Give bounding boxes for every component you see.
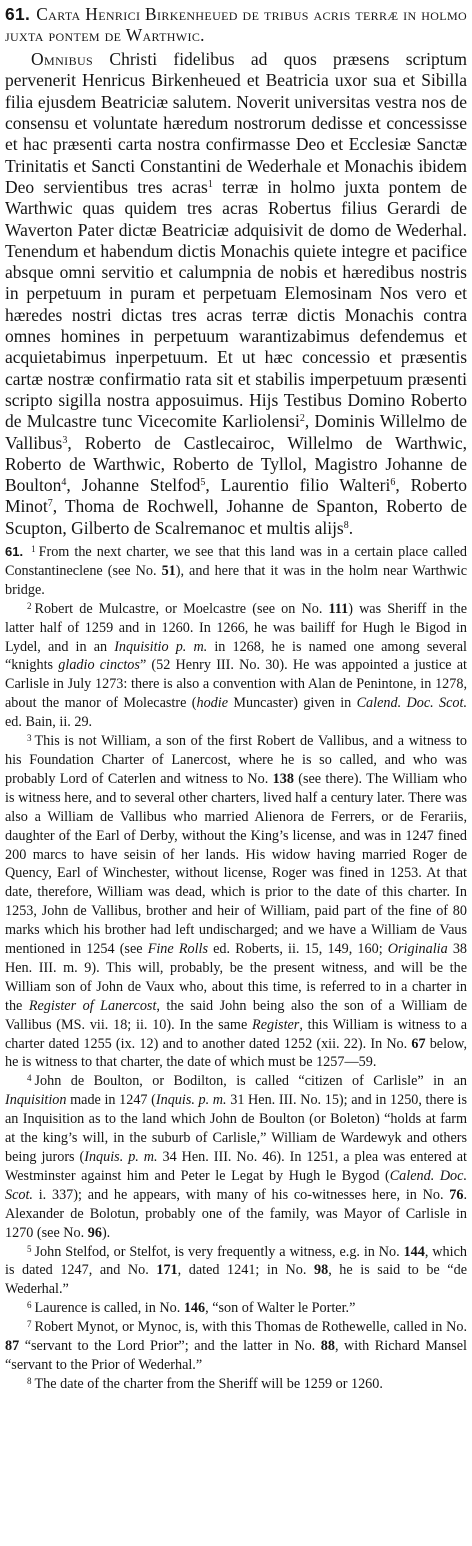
footnote-text: Robert de Mulcastre, or Moelcastre (see on No. [34, 600, 329, 617]
charter-cross-reference[interactable]: 67 [411, 1035, 426, 1052]
italic-citation: Originalia [387, 941, 448, 958]
footnote-text: . Alexander de Bolotun, probably one of the family, was Mayor of Carlisle in 1270 (see No. [5, 1186, 467, 1241]
footnote-number: 4 [27, 1073, 32, 1084]
charter-cross-reference[interactable]: 144 [403, 1243, 425, 1260]
charter-cross-reference[interactable]: 51 [161, 562, 176, 579]
footnote-text: ). [101, 1224, 111, 1241]
footnote-text: , the said John being also the son of a William de Vallibus (MS. vii. 18; ii. 10). In the same [5, 997, 468, 1033]
italic-citation: Register of Lanercost [28, 997, 157, 1014]
charter-segment: , Roberto de Castlecairoc, Willelmo de Warthwic, Roberto de Warthwic, Roberto de Tyllol, Magistro Johanne de Boulton [5, 432, 467, 496]
italic-citation: Inquisitio p. m. [114, 638, 208, 655]
charter-cross-reference[interactable]: 171 [156, 1262, 178, 1279]
footnote-text: Laurence is called, in No. [34, 1300, 184, 1317]
footnote-text: ed. Roberts, ii. 15, 149, 160; [208, 941, 388, 958]
footnote-text: , with Richard Mansel “servant to the Prior of Wederhal.” [5, 1338, 467, 1373]
italic-citation: Inquisition [5, 1092, 67, 1109]
charter-segment: terræ in holmo juxta pontem de Warthwic quas quidem tres acras Robertus filius Gerardi de Waverton Pater dictæ Beatriciæ adquisivit de domo de Wederhal. Tenendum et habendum dictis Monachis quiete integre et pacifice absque omni servitio et calumpnia de nobis et hæredibus nostris in perpetuum in puram et perpetuam Elemosinam Nos vero et hæredes nostri dictas tres acras terræ dictis Monachis contra omnes homines in perpetuum warantizabimus defendemus et acquietabimus inperpetuum. Et ut hæc concessio et præsentis cartæ nostræ confirmatio rata sit et stabilis imperpetuum præsenti scripto sigilla nostra apposuimus. Hijs Testibus Domino Roberto de Mulcastre tunc Vicecomite Karliolensi [5, 176, 467, 432]
charter-segment: , Johanne Stelfod [66, 475, 201, 496]
charter-cross-reference[interactable]: 146 [183, 1300, 206, 1317]
footnote-text: The date of the charter from the Sheriff will be 1259 or 1260. [34, 1375, 383, 1392]
charter-cross-reference[interactable]: 138 [272, 770, 294, 787]
footnote-text: , which is dated 1247, and No. [5, 1243, 467, 1279]
footnote [5, 1299, 467, 1318]
footnote [5, 1243, 467, 1300]
italic-citation: Register [252, 1016, 300, 1033]
footnote-text: , he is said to be “de Wederhal.” [5, 1262, 467, 1298]
footnote-text: 31 Hen. III. No. 15); and in 1250, there is an Inquisition as to the land which John de Boulton (or Boleton) “holds at farm at the king’s will, in the suburb of Carlisle,” William de Wardewyk and others being jurors ( [5, 1092, 468, 1166]
italic-citation: Calend. Doc. Scot. [356, 695, 467, 712]
charter-cross-reference[interactable]: 87 [5, 1338, 20, 1355]
footnote-text: 34 Hen. III. No. 46). In 1251, a plea was entered at Westminster against him and Peter le Legat by Hugh le Bygod ( [5, 1149, 467, 1184]
charter-number: 61. [5, 4, 31, 24]
footnote-number: 6 [27, 1300, 32, 1311]
footnote-text: From the next charter, we see that this land was in a certain place called Constantineclene (see No. [5, 544, 467, 579]
charter-segment: Christi fidelibus ad quos præsens scriptum pervenerit Henricus Birkenheued et Beatricia uxor sua et Sibilla filia ejusdem Beatriciæ salutem. Noverit universitas vestra nos de consensu et voluntate hæredum nostrorum dedisse et concessisse et hac præsenti carta nostra confirmasse Deo et Ecclesiæ Sanctæ Trinitatis et Sancti Constantini de Wederhale et Monachis ibidem Deo servientibus tres acras [5, 49, 467, 197]
charter-segment: , Thoma de Rochwell, Johanne de Spanton, Roberto de Scupton, Gilberto de Scalremanoc et multis alijs [5, 496, 467, 538]
footnote-text: , dated 1241; in No. [177, 1262, 314, 1279]
footnote-text: John Stelfod, or Stelfot, is very frequently a witness, e.g. in No. [34, 1243, 404, 1260]
footnote-text: made in 1247 ( [66, 1092, 156, 1109]
italic-citation: Inquis. p. m. [155, 1092, 227, 1109]
footnote-text: This is not William, a son of the first Robert de Vallibus, and a witness to his Foundation Charter of Lanercost, where he is so called, and who was probably Lord of Caterlen and witness to No. [5, 733, 467, 787]
footnote-text: i. 337); and he appears, with many of his co-witnesses here, in No. [32, 1186, 450, 1203]
footnote-marker[interactable]: 2 [299, 413, 305, 425]
charter-text [5, 49, 467, 539]
footnote [5, 732, 467, 1072]
footnote-text: 38 Hen. III. m. 9). This will, probably, be the present witness, and will be the William son of John de Vaux who, about this time, is referred to in a charter in the [5, 941, 468, 1014]
footnote-marker[interactable]: 7 [47, 498, 53, 510]
footnote-number: 7 [27, 1319, 32, 1330]
footnote-text: below, he is witness to that charter, the date of which must be 1257—59. [5, 1035, 467, 1071]
footnote-marker[interactable]: 3 [62, 434, 68, 446]
charter-segment: , Dominis Willelmo de Vallibus [5, 411, 467, 453]
italic-citation: hodie [196, 695, 228, 712]
footnote-number: 1 [31, 544, 36, 555]
footnote-text: “servant to the Lord Prior”; and the latter in No. [19, 1338, 321, 1355]
italic-citation: Calend. Doc. Scot. [5, 1167, 467, 1203]
footnotes [5, 543, 467, 1394]
charter-cross-reference[interactable]: 76 [449, 1186, 464, 1203]
charter-title: Carta Henrici Birkenheued de tribus acris terræ in holmo juxta pontem de Warthwic. [5, 4, 467, 45]
charter-segment: , Laurentio filio Walteri [205, 475, 391, 496]
charter-cross-reference[interactable]: 96 [87, 1224, 102, 1241]
footnote-number: 5 [27, 1243, 32, 1254]
charter-cross-reference[interactable]: 111 [328, 600, 349, 617]
footnote-text: ” (52 Henry III. No. 30). He was appointed a justice at Carlisle in July 1273: there is also a convention with Alan de Penintone, in 1278, about the manor of Molecastre ( [5, 657, 467, 712]
charter-opening-word: Omnibus [31, 49, 94, 70]
footnote-marker[interactable]: 1 [207, 178, 213, 190]
footnote [5, 1318, 467, 1375]
footnote-text: ) was Sheriff in the latter half of 1259 and in 1260. In 1266, he was bailiff for Hugh le Bigod in Lydel, and in an [5, 600, 467, 655]
footnote-text: John de Boulton, or Bodilton, is called “citizen of Carlisle” in an [34, 1073, 467, 1090]
footnote-marker[interactable]: 5 [200, 477, 206, 489]
italic-citation: gladio cinctos [58, 657, 140, 674]
footnote-marker[interactable]: 6 [390, 477, 396, 489]
charter-cross-reference[interactable]: 98 [314, 1262, 329, 1279]
footnote-marker[interactable]: 8 [343, 519, 349, 531]
footnote-text: , this William is witness to a charter dated 1255 (ix. 12) and to another dated 1252 (xii. 22). In No. [5, 1016, 468, 1052]
footnote-number: 8 [27, 1375, 32, 1386]
footnote-number: 2 [27, 600, 32, 611]
charter-segment: , Roberto Minot [5, 475, 467, 517]
footnote-text: ), and here that it was in the holm near Warthwic bridge. [5, 562, 468, 598]
footnote [5, 1072, 467, 1242]
footnote [5, 600, 467, 732]
footnote-text: Muncaster) given in [228, 695, 357, 712]
charter-cross-reference[interactable]: 88 [320, 1338, 335, 1355]
italic-citation: Inquis. p. m. [84, 1149, 158, 1166]
footnote-text: Robert Mynot, or Mynoc, is, with this Thomas de Rothewelle, called in No. [34, 1319, 467, 1336]
footnote-text: in 1268, he is named one among several “knights [5, 638, 467, 674]
italic-citation: Fine Rolls [147, 941, 208, 958]
footnote-text: , “son of Walter le Porter.” [205, 1300, 356, 1317]
footnote-number: 3 [27, 733, 32, 744]
charter-heading [5, 4, 467, 45]
footnote-text: (see there). The William who is witness here, and to several other charters, lived half a century later. There was also a William de Vallibus who married Alienora de Ferrers, or de Ferariis, daughter of the Earl of Derby, without the King’s license, and was in 1247 fined 200 marcs to have seisin of her lands. His widow having married Roger de Quency, Earl of Winchester, without license, Roger was fined in 1253. At that date, therefore, William was dead, which is prior to the date of this charter. In 1253, John de Vallibus, brother and heir of William, paid part of the fine of 80 marks which his brother had left undischarged; and we have a William de Vaus mentioned in 1254 (see [5, 770, 467, 958]
footnote-text: ed. Bain, ii. 29. [5, 714, 93, 731]
charter-segment: . [348, 517, 354, 538]
footnote-marker[interactable]: 4 [61, 477, 67, 489]
footnote [5, 1375, 467, 1394]
footnote-charter-ref: 61. [5, 544, 24, 560]
footnote [5, 543, 467, 600]
